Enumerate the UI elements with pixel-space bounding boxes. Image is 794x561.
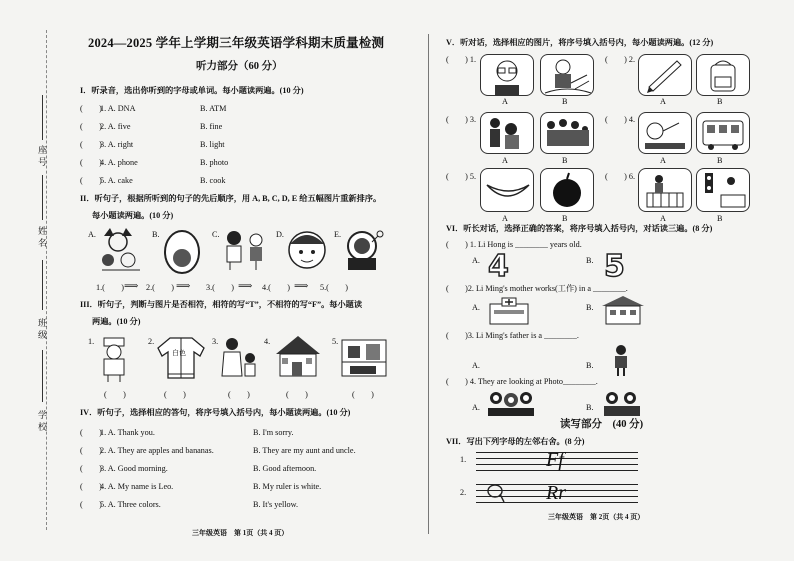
answer-paren[interactable]: ( ): [80, 500, 102, 509]
arrow-right-icon: ⟹: [238, 281, 253, 292]
option-label-b: B.: [586, 303, 594, 312]
answer-paren[interactable]: ( ): [80, 482, 102, 491]
option-label-a: A: [502, 214, 508, 223]
option-b: B. cook: [200, 176, 226, 185]
reading-writing-title: 读写部分 (40 分): [560, 419, 644, 430]
answer-paren[interactable]: ( ): [80, 176, 102, 185]
picture-box: [638, 168, 692, 212]
question-text: ( ) 4. They are looking at Photo________.: [446, 377, 598, 386]
sidebar-label-seat-2: 号: [38, 157, 48, 167]
sidebar-label-name-2: 名: [38, 238, 48, 248]
row-number: 2.: [460, 488, 467, 497]
picture-box: [480, 168, 534, 212]
sec1-heading: I．听录音，选出你听到的字母或单词。每小题读两遍。(10 分): [80, 86, 304, 95]
grandpa-gardening-image: [541, 55, 593, 95]
answer-paren[interactable]: ( ) 1.: [446, 55, 477, 64]
option-b: B. fine: [200, 122, 223, 131]
school-fill-line: [42, 350, 43, 402]
option-label-a: A.: [472, 403, 480, 412]
sidebar-label-seat-1: 座: [38, 145, 48, 155]
option-b: B. Good afternoon.: [253, 464, 317, 473]
arrow-right-icon: ⟹: [124, 281, 139, 292]
answer-paren[interactable]: ( ): [80, 104, 102, 113]
option-label-a: A.: [472, 256, 480, 265]
exam-title: 2024—2025 学年上学期三年级英语学科期末质量检测: [88, 36, 385, 50]
option-b: B. photo: [200, 158, 229, 167]
picture-box: [638, 112, 692, 154]
picture-box: [540, 112, 594, 154]
pic-label-a: A.: [88, 230, 96, 239]
answer-paren[interactable]: ( ) 5.: [446, 172, 477, 181]
option-label-a: A: [502, 97, 508, 106]
picture-box: [696, 54, 750, 96]
svg-text:5: 5: [604, 249, 625, 278]
seat-fill-line: [42, 95, 43, 140]
option-label-a: A.: [472, 361, 480, 370]
answer-paren[interactable]: ( ): [80, 140, 102, 149]
option-a: 5. A. Three colors.: [100, 500, 161, 509]
family-group-image: [541, 113, 593, 153]
question-text: ( )3. Li Ming's father is a ________.: [446, 331, 579, 340]
answer-paren[interactable]: ( ) 4.: [605, 115, 636, 124]
option-label-b: B: [717, 97, 723, 106]
house-image: [272, 334, 324, 378]
answer-paren[interactable]: ( ): [80, 158, 102, 167]
binding-dashed-line: [46, 30, 48, 530]
option-b: B. light: [200, 140, 225, 149]
lion-toy-image: [340, 226, 386, 274]
handwritten-q-image: [484, 482, 508, 504]
option-label-b: B: [717, 156, 723, 165]
sec3-heading-line1: III．听句子，判断与图片是否相符，相符的写“T”，不相符的写“F”。每小题读: [80, 300, 363, 309]
order-slot-2[interactable]: 2.( ): [146, 283, 174, 292]
answer-paren[interactable]: ( ): [80, 122, 102, 131]
picture-box: [540, 54, 594, 96]
jacket-color-label: 白色: [172, 349, 186, 357]
order-slot-4[interactable]: 4.( ): [262, 283, 290, 292]
sidebar-label-school-2: 校: [38, 422, 48, 432]
sec4-heading: IV．听句子，选择相应的答句，将序号填入括号内，每小题读两遍。(10 分): [80, 408, 351, 417]
answer-paren[interactable]: ( ): [80, 464, 102, 473]
pic-label-d: D.: [276, 230, 284, 239]
option-a: 4. A. phone: [100, 158, 138, 167]
answer-paren[interactable]: ( ): [286, 390, 308, 399]
option-label-a: A.: [472, 303, 480, 312]
option-label-a: A: [660, 214, 666, 223]
option-a: 5. A. cake: [100, 176, 133, 185]
page-footer-left: 三年级英语 第 1页（共 4 页）: [192, 529, 289, 537]
police-officer-image: [608, 342, 634, 376]
family-two-image: [481, 113, 533, 153]
letter-pair-ff: Ff: [546, 449, 564, 471]
question-text: ( ) 1. Li Hong is ________ years old.: [446, 240, 582, 249]
class-fill-line: [42, 260, 43, 310]
question-text: ( )2. Li Ming's mother works(工作) in a ________.: [446, 284, 628, 293]
crosswalk-image: [639, 169, 691, 211]
option-b: B. My ruler is white.: [253, 482, 322, 491]
school-building-image: [598, 294, 648, 326]
option-label-a: A: [660, 97, 666, 106]
option-label-b: B.: [586, 361, 594, 370]
egg-image: [160, 228, 204, 274]
picture-box: [638, 54, 692, 96]
answer-paren[interactable]: ( ) 6.: [605, 172, 636, 181]
traffic-light-image: [697, 169, 749, 211]
sidebar-label-school-1: 学: [38, 410, 48, 420]
option-label-b: B: [562, 156, 568, 165]
option-a: 3. A. right: [100, 140, 134, 149]
answer-paren[interactable]: ( ): [104, 390, 126, 399]
option-b: B. It's yellow.: [253, 500, 299, 509]
hospital-image: [484, 296, 534, 326]
bus-image: [697, 113, 749, 153]
sidebar-label-name-1: 姓: [38, 226, 48, 236]
picture-box: [696, 112, 750, 154]
option-a: 3. A. Good morning.: [100, 464, 168, 473]
option-a: 2. A. They are apples and bananas.: [100, 446, 214, 455]
desk-lamp-image: [639, 113, 691, 153]
page-divider: [428, 34, 429, 534]
order-slot-3[interactable]: 3.( ): [206, 283, 234, 292]
sec5-heading: V．听对话，选择相应的图片，将序号填入括号内，每小题读两遍。(12 分): [446, 38, 714, 47]
girl-face-image: [284, 226, 330, 274]
sec2-heading-line1: II．听句子，根据所听到的句子的先后顺序，用 A, B, C, D, E 给五幅图片重新排序。: [80, 194, 382, 203]
picture-box: [696, 168, 750, 212]
picture-box: [540, 168, 594, 212]
option-b: B. ATM: [200, 104, 227, 113]
option-b: B. I'm sorry.: [253, 428, 294, 437]
listening-section-title: 听力部分（60 分）: [196, 61, 283, 72]
answer-paren[interactable]: ( ) 2.: [605, 55, 636, 64]
picture-box: [480, 54, 534, 96]
option-a: 2. A. five: [100, 122, 131, 131]
kids-greeting-image: [222, 228, 268, 272]
number-4-image: [484, 248, 520, 278]
name-fill-line: [42, 175, 43, 220]
pic-label-e: E.: [334, 230, 342, 239]
order-slot-1[interactable]: 1.( ): [96, 283, 124, 292]
pic-number-4: 4.: [264, 337, 271, 346]
option-label-a: A: [660, 156, 666, 165]
nurse-image: [96, 336, 132, 382]
sec3-heading-line2: 两遍。(10 分): [92, 317, 141, 326]
option-b: B. They are my aunt and uncle.: [253, 446, 356, 455]
family-photo-a-image: [484, 388, 538, 418]
option-label-b: B.: [586, 403, 594, 412]
answer-paren[interactable]: ( ) 3.: [446, 115, 477, 124]
sidebar-label-class-1: 班: [38, 318, 48, 328]
answer-paren[interactable]: ( ): [352, 390, 374, 399]
letter-pair-rr: Rr: [546, 482, 566, 504]
row-number: 1.: [460, 455, 467, 464]
option-label-b: B: [717, 214, 723, 223]
arrow-right-icon: ⟹: [176, 281, 191, 292]
option-label-a: A: [502, 156, 508, 165]
pic-number-2: 2.: [148, 337, 155, 346]
pic-number-1: 1.: [88, 337, 95, 346]
backpack-image: [697, 55, 749, 95]
man-with-glasses-image: [481, 55, 533, 95]
pic-number-3: 3.: [212, 337, 219, 346]
family-photo-b-image: [600, 388, 644, 418]
option-label-b: B: [562, 214, 568, 223]
answer-paren[interactable]: ( ): [80, 428, 102, 437]
number-5-image: [600, 248, 634, 278]
page-footer-right: 三年级英语 第 2页（共 4 页）: [548, 513, 645, 521]
answer-paren[interactable]: ( ): [80, 446, 102, 455]
mother-child-image: [220, 336, 260, 380]
option-label-b: B.: [586, 256, 594, 265]
sec6-heading: VI．听长对话，选择正确的答案，将序号填入括号内，对话读三遍。(8 分): [446, 224, 713, 233]
picture-box: [480, 112, 534, 154]
svg-text:4: 4: [488, 249, 509, 278]
order-slot-5[interactable]: 5.( ): [320, 283, 348, 292]
pic-label-b: B.: [152, 230, 160, 239]
option-label-b: B: [562, 97, 568, 106]
pic-number-5: 5.: [332, 337, 339, 346]
apple-image: [541, 169, 593, 211]
pic-label-c: C.: [212, 230, 220, 239]
sidebar-label-class-2: 级: [38, 330, 48, 340]
answer-paren[interactable]: ( ): [164, 390, 186, 399]
banana-image: [481, 169, 533, 211]
sec2-heading-line2: 每小题读两遍。(10 分): [92, 211, 174, 220]
pencil-image: [639, 55, 691, 95]
pets-image: [96, 226, 144, 272]
street-scene-image: [340, 336, 388, 380]
option-a: 4. A. My name is Leo.: [100, 482, 174, 491]
arrow-right-icon: ⟹: [294, 281, 309, 292]
option-a: 1. A. DNA: [100, 104, 136, 113]
option-a: 1. A. Thank you.: [100, 428, 155, 437]
answer-paren[interactable]: ( ): [228, 390, 250, 399]
sec7-heading: VII．写出下列字母的左邻右舍。(8 分): [446, 437, 585, 446]
